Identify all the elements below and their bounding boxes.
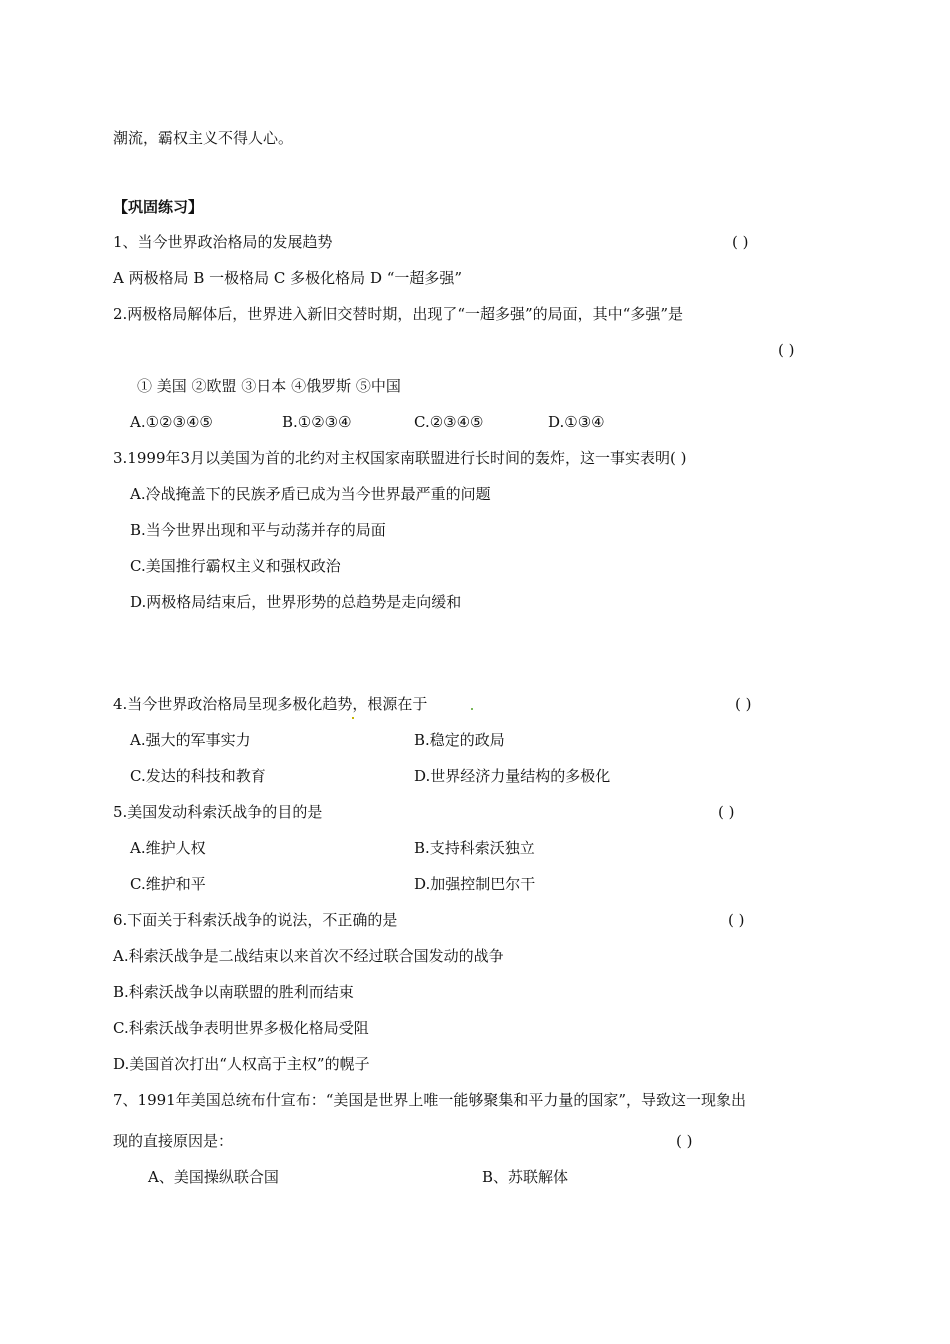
q2-option-a: A.①②③④⑤ [130,413,213,431]
q7-option-b: B、苏联解体 [482,1168,569,1186]
q5-option-c: C.维护和平 [130,875,206,893]
q7-answer-bracket: ( ) [676,1132,693,1150]
q7-stem-continued: 现的直接原因是： [113,1132,234,1150]
q4-option-c: C.发达的科技和教育 [130,767,266,785]
q5-option-d: D.加强控制巴尔干 [414,875,536,893]
section-title: 【巩固练习】 [113,198,204,216]
q3-option-c: C.美国推行霸权主义和强权政治 [130,557,341,575]
q6-option-d: D.美国首次打出“人权高于主权”的幌子 [113,1055,370,1073]
yellow-speck-mark [352,717,354,719]
q2-items: ① 美国 ②欧盟 ③日本 ④俄罗斯 ⑤中国 [137,377,401,395]
intro-line: 潮流，霸权主义不得人心。 [113,129,294,147]
q2-option-c: C.②③④⑤ [414,413,484,431]
q6-option-b: B.科索沃战争以南联盟的胜利而结束 [113,983,354,1001]
q4-option-d: D.世界经济力量结构的多极化 [414,767,611,785]
q6-stem: 6.下面关于科索沃战争的说法，不正确的是 [113,911,398,929]
q5-option-b: B.支持科索沃独立 [414,839,535,857]
q7-stem: 7、1991年美国总统布什宣布：“美国是世界上唯一能够聚集和平力量的国家”，导致这一现象出 [113,1091,747,1109]
q2-answer-bracket: ( ) [778,341,795,359]
q2-option-d: D.①③④ [548,413,605,431]
q4-option-a: A.强大的军事实力 [130,731,251,749]
q1-stem: 1、当今世界政治格局的发展趋势 [113,233,333,251]
q6-option-c: C.科索沃战争表明世界多极化格局受阻 [113,1019,369,1037]
q4-stem: 4.当今世界政治格局呈现多极化趋势，根源在于 [113,695,428,713]
q5-stem: 5.美国发动科索沃战争的目的是 [113,803,323,821]
q3-option-b: B.当今世界出现和平与动荡并存的局面 [130,521,386,539]
q2-option-b: B.①②③④ [282,413,352,431]
q6-option-a: A.科索沃战争是二战结束以来首次不经过联合国发动的战争 [113,947,504,965]
q7-option-a: A、美国操纵联合国 [148,1168,279,1186]
q3-option-a: A.冷战掩盖下的民族矛盾已成为当今世界最严重的问题 [130,485,491,503]
green-speck-mark [471,708,473,710]
q6-answer-bracket: ( ) [728,911,745,929]
q5-option-a: A.维护人权 [130,839,206,857]
q4-option-b: B.稳定的政局 [414,731,505,749]
q3-option-d: D.两极格局结束后，世界形势的总趋势是走向缓和 [130,593,462,611]
q1-answer-bracket: ( ) [732,233,749,251]
q1-options: A 两极格局 B 一极格局 C 多极化格局 D “一超多强” [113,269,463,287]
q5-answer-bracket: ( ) [718,803,735,821]
q2-stem: 2.两极格局解体后，世界进入新旧交替时期，出现了“一超多强”的局面，其中“多强”是 [113,305,683,323]
q4-answer-bracket: ( ) [735,695,752,713]
q3-stem: 3.1999年3月以美国为首的北约对主权国家南联盟进行长时间的轰炸，这一事实表明( ) [113,449,687,467]
